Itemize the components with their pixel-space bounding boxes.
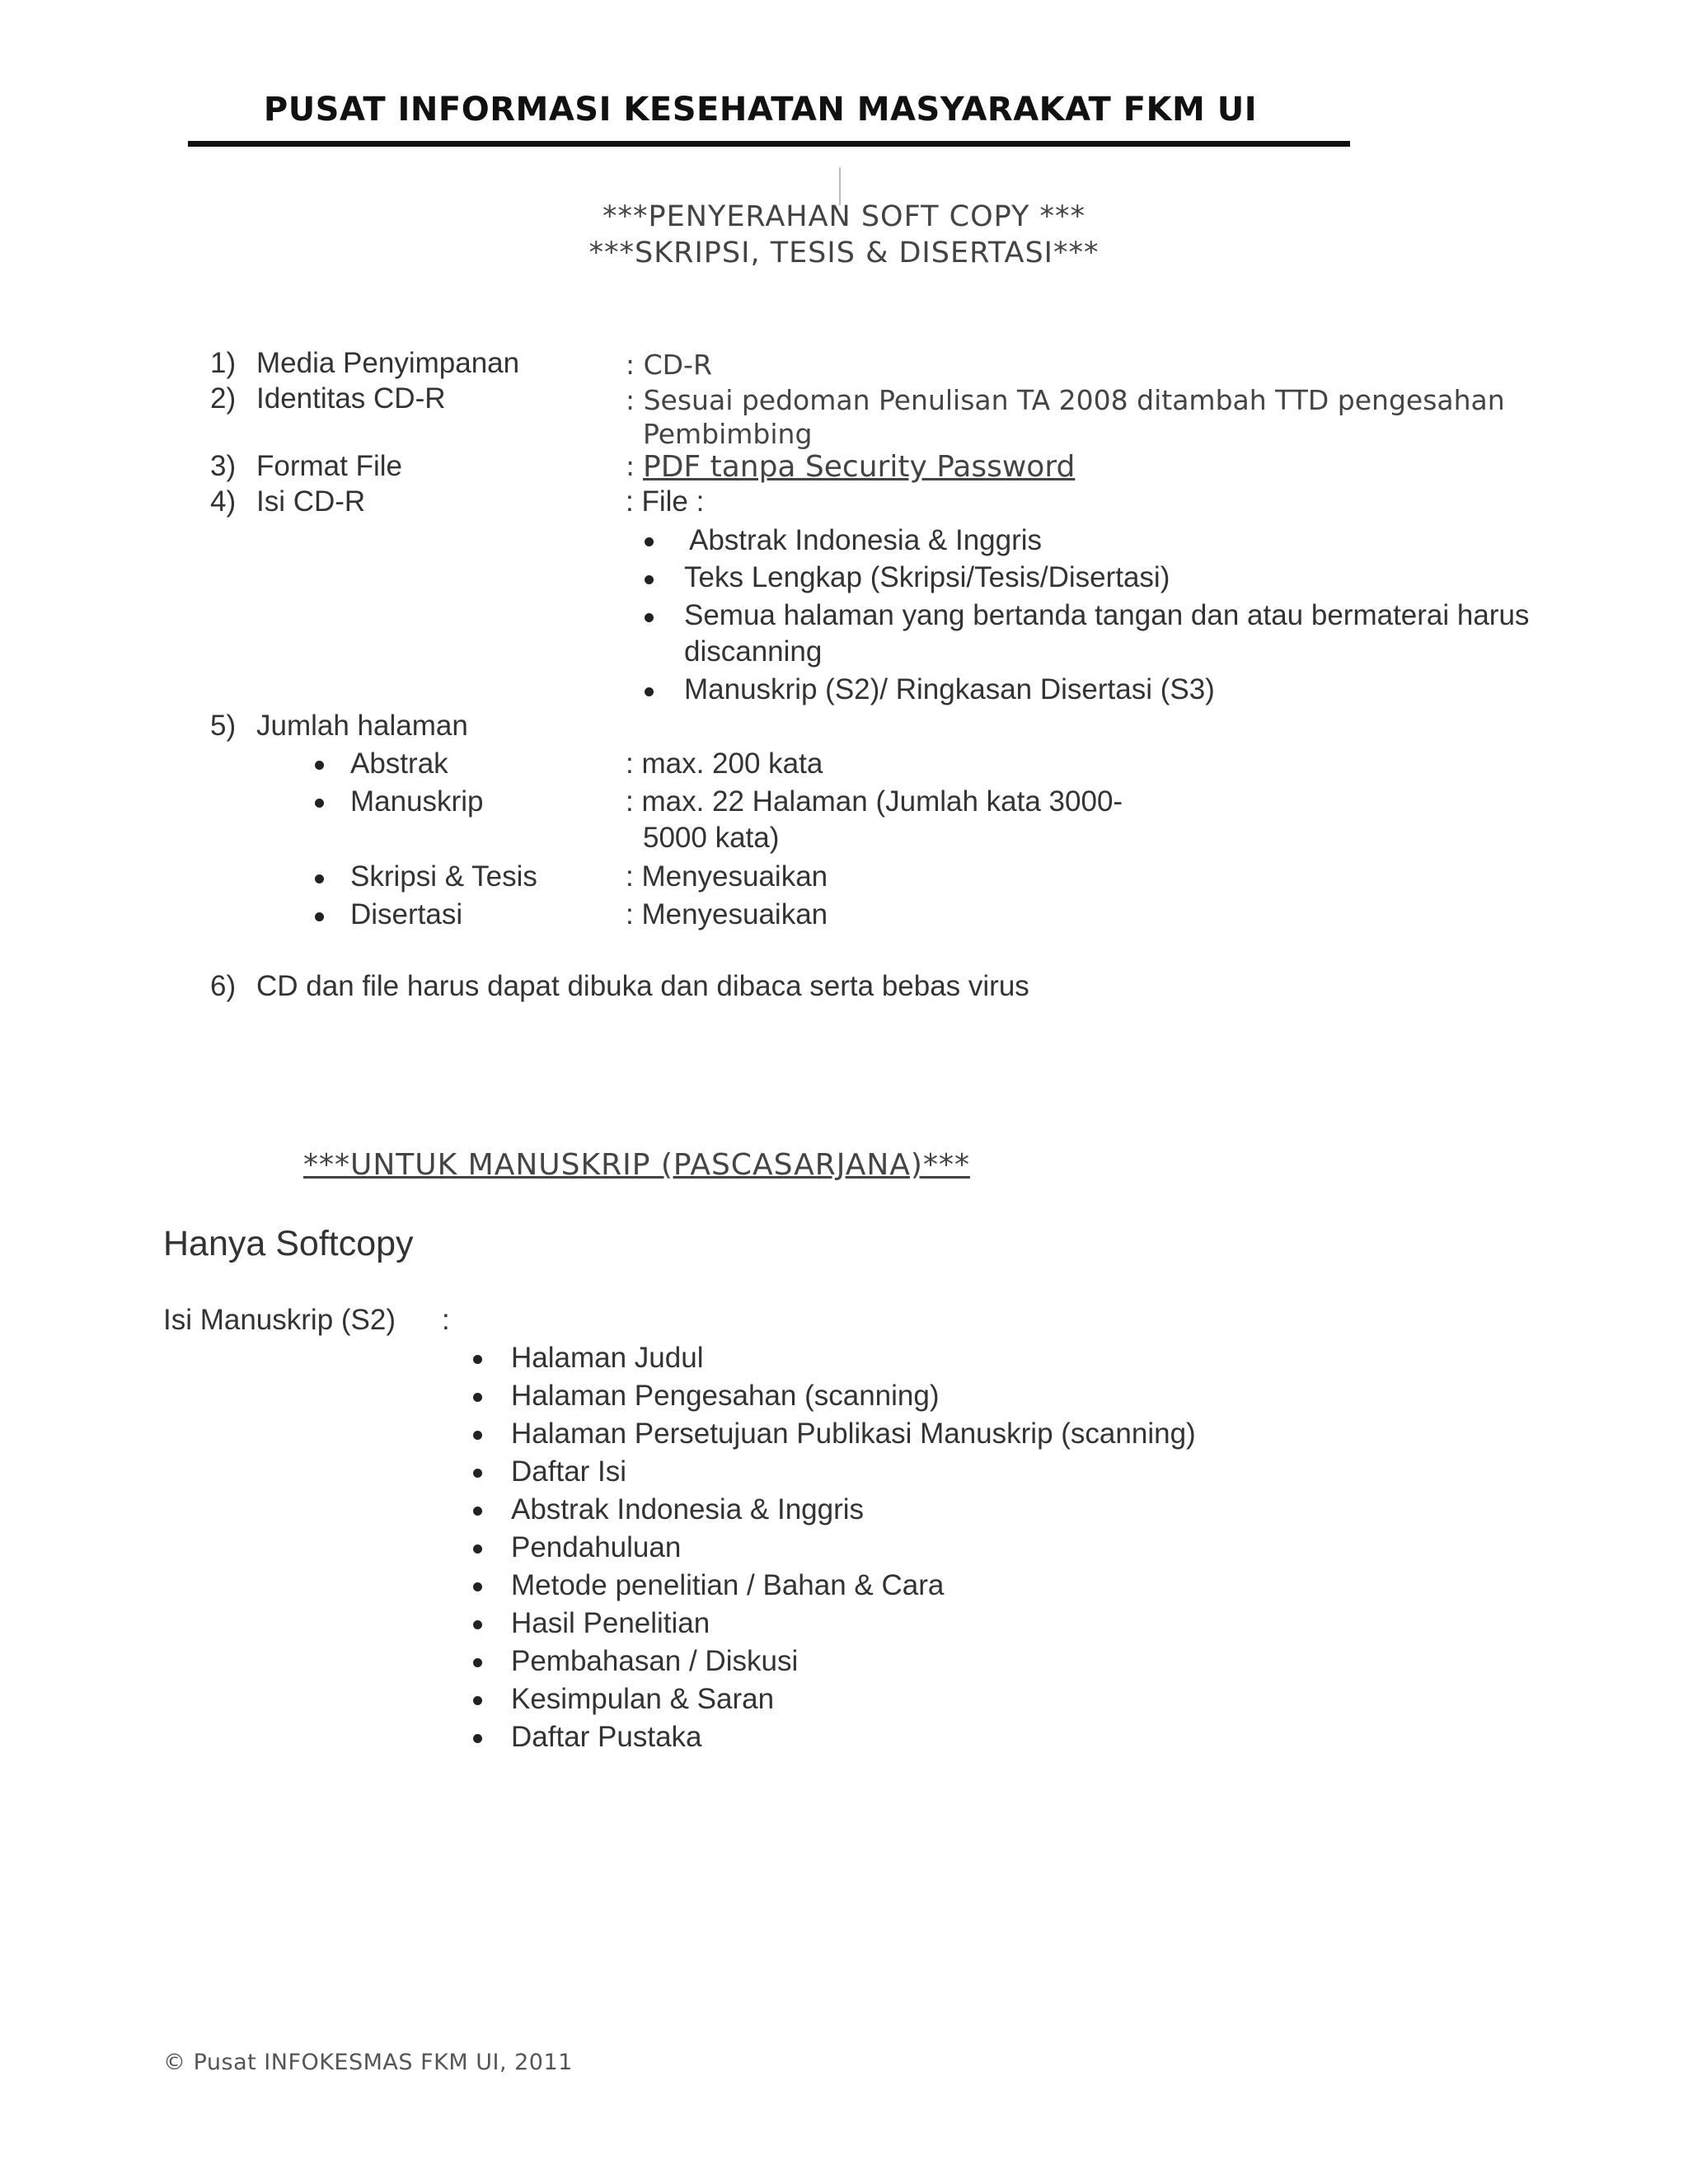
req-6-number: 6) (210, 970, 237, 1002)
bullet-icon (315, 761, 324, 770)
bullet-icon (473, 1658, 482, 1667)
bullet-icon (645, 575, 654, 584)
manuscript-heading: ***UNTUK MANUSKRIP (PASCASARJANA)*** (303, 1148, 970, 1182)
req-5-label: Jumlah halaman (256, 710, 468, 742)
bullet-icon (473, 1620, 482, 1629)
bullet-icon (473, 1582, 482, 1591)
page-title: PUSAT INFORMASI KESEHATAN MASYARAKAT FKM UI (263, 91, 1258, 129)
page-count-value-2: : max. 22 Halaman (Jumlah kata 3000- (626, 785, 1123, 818)
req-4-label: Isi CD-R (256, 485, 366, 518)
bullet-icon (473, 1696, 482, 1705)
page-count-label-3: Skripsi & Tesis (350, 860, 537, 893)
manuscript-list-item: Pendahuluan (511, 1531, 682, 1563)
manuscript-list-item: Metode penelitian / Bahan & Cara (511, 1569, 945, 1601)
file-item-1: Abstrak Indonesia & Inggris (689, 524, 1043, 556)
manuscript-list-item: Daftar Pustaka (511, 1721, 702, 1753)
file-item-2: Teks Lengkap (Skripsi/Tesis/Disertasi) (684, 561, 1170, 593)
page-count-label-1: Abstrak (350, 748, 448, 780)
page-count-value-1: : max. 200 kata (626, 748, 823, 780)
manuscript-list-item: Hasil Penelitian (511, 1607, 710, 1639)
req-1-number: 1) (210, 347, 237, 379)
req-3-number: 3) (210, 450, 237, 482)
req-5-number: 5) (210, 710, 237, 742)
file-item-3: Semua halaman yang bertanda tangan dan atau bermaterai harus (684, 599, 1530, 631)
page-count-label-4: Disertasi (350, 898, 463, 930)
manuscript-list-item: Daftar Isi (511, 1455, 627, 1488)
bullet-icon (473, 1431, 482, 1440)
bullet-icon (645, 687, 654, 696)
manuscript-colon: : (442, 1304, 450, 1336)
req-4-number: 4) (210, 485, 237, 518)
req-3-colon: : (626, 450, 635, 482)
bullet-icon (473, 1469, 482, 1478)
page-count-value-4: : Menyesuaikan (626, 898, 828, 930)
manuscript-list-item: Kesimpulan & Saran (511, 1683, 775, 1715)
req-2-number: 2) (210, 382, 237, 415)
manuscript-list-item: Halaman Pengesahan (scanning) (511, 1380, 940, 1412)
req-1-label: Media Penyimpanan (256, 347, 520, 379)
page-count-value-3: : Menyesuaikan (626, 860, 828, 893)
req-3-value: PDF tanpa Security Password (643, 450, 1076, 484)
page-count-value-2-cont: 5000 kata) (643, 822, 780, 854)
bullet-icon (473, 1355, 482, 1364)
bullet-icon (315, 874, 324, 883)
bullet-icon (645, 537, 654, 546)
header-divider (188, 141, 1350, 147)
banner-line-2: ***SKRIPSI, TESIS & DISERTASI*** (588, 237, 1100, 269)
req-6-text: CD dan file harus dapat dibuka dan dibaca serta bebas virus (256, 970, 1029, 1002)
manuscript-list-item: Pembahasan / Diskusi (511, 1645, 799, 1677)
file-item-3-cont: discanning (684, 635, 823, 668)
manuscript-list-item: Abstrak Indonesia & Inggris (511, 1493, 865, 1526)
bullet-icon (315, 912, 324, 921)
req-2-label: Identitas CD-R (256, 382, 446, 415)
bullet-icon (473, 1507, 482, 1516)
req-1-value: : CD-R (626, 349, 712, 381)
manuscript-list-item: Halaman Judul (511, 1342, 704, 1374)
bullet-icon (645, 613, 654, 622)
bullet-icon (473, 1734, 482, 1743)
banner-line-1: ***PENYERAHAN SOFT COPY *** (603, 200, 1085, 233)
req-2-value-cont: Pembimbing (643, 418, 813, 450)
bullet-icon (315, 799, 324, 808)
bullet-icon (473, 1393, 482, 1402)
manuscript-subheading: Hanya Softcopy (163, 1224, 414, 1263)
manuscript-list-item: Halaman Persetujuan Publikasi Manuskrip (scanning) (511, 1418, 1196, 1450)
req-2-value: : Sesuai pedoman Penulisan TA 2008 ditambah TTD pengesahan (626, 384, 1505, 416)
req-4-value: : File : (626, 485, 705, 518)
page-count-label-2: Manuskrip (350, 785, 484, 818)
footer-copyright: © Pusat INFOKESMAS FKM UI, 2011 (163, 2050, 573, 2075)
req-3-label: Format File (256, 450, 402, 482)
file-item-4: Manuskrip (S2)/ Ringkasan Disertasi (S3) (684, 673, 1215, 705)
manuscript-label: Isi Manuskrip (S2) (163, 1304, 396, 1336)
bullet-icon (473, 1544, 482, 1554)
